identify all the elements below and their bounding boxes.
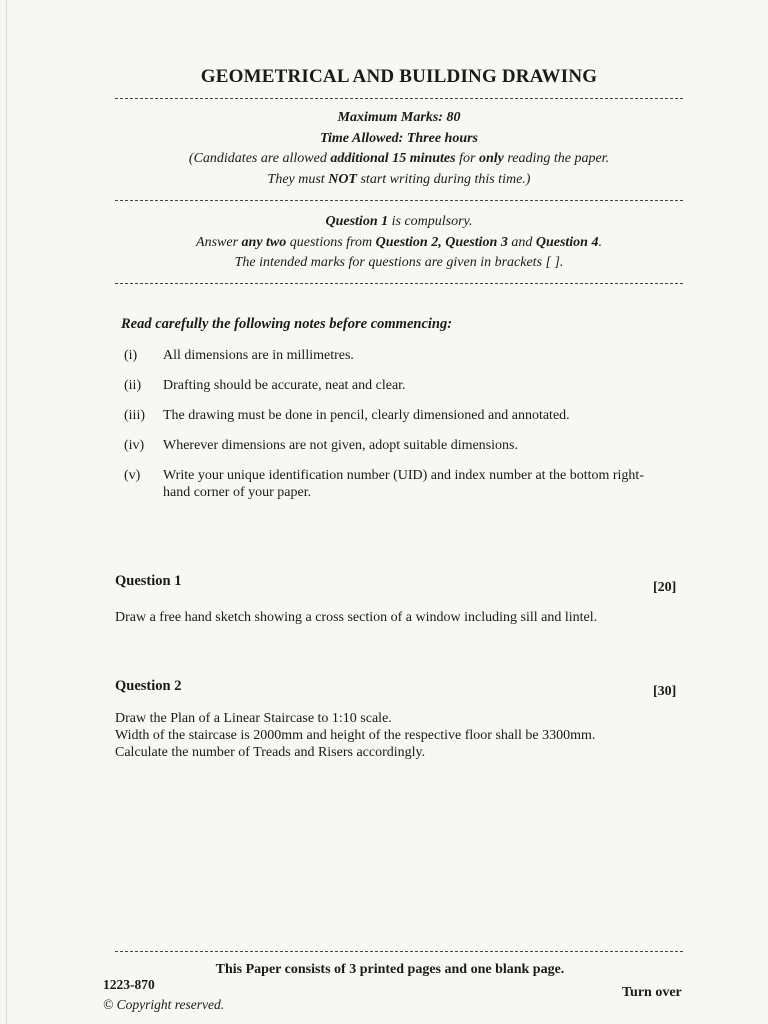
note-item	[124, 407, 644, 424]
question-2-label: Question 2	[115, 678, 182, 694]
compulsory-line	[115, 212, 683, 233]
instr-text: and	[507, 234, 536, 250]
instr-bold: Question 4	[535, 234, 599, 250]
note-item	[124, 467, 644, 501]
note-item	[124, 347, 644, 364]
paper-code: 1223-870	[103, 977, 155, 992]
instr-bold: any two	[241, 234, 287, 250]
page-edge-line	[6, 0, 7, 1024]
note-number: (v)	[124, 468, 141, 483]
question-line: Draw a free hand sketch showing a cross section of a window including sill and lintel.	[115, 610, 598, 625]
note-number: (iii)	[124, 408, 145, 423]
note-text: Wherever dimensions are not given, adopt suitable dimensions.	[163, 438, 518, 453]
notes-list	[124, 347, 644, 514]
note-text-bold: NOT	[328, 171, 357, 187]
note-item	[124, 377, 644, 394]
no-writing-note	[115, 170, 683, 191]
reading-time-note	[115, 149, 683, 170]
note-number: (ii)	[124, 378, 142, 393]
copyright: © Copyright reserved.	[103, 997, 225, 1012]
page-count-note: This Paper consists of 3 printed pages and one blank page.	[215, 962, 565, 977]
reading-text-bold: only	[478, 151, 504, 166]
note-text: Write your unique identification number (UID) and index number at the bottom right-hand corner of your paper.	[163, 468, 644, 500]
note-item	[124, 437, 644, 454]
note-text: All dimensions are in millimetres.	[163, 348, 354, 363]
reading-text: (Candidates are allowed	[188, 151, 331, 166]
note-number: (i)	[124, 348, 138, 363]
question-2-text	[115, 710, 675, 761]
reading-text: for	[455, 151, 479, 166]
note-text: The drawing must be done in pencil, clearly dimensioned and annotated.	[163, 408, 570, 423]
divider	[115, 283, 683, 284]
instr-text: Answer	[196, 234, 242, 250]
question-line: Draw the Plan of a Linear Staircase to 1:10 scale.	[115, 711, 392, 726]
note-number: (iv)	[124, 438, 145, 453]
question-line: Calculate the number of Treads and Risers accordingly.	[115, 745, 426, 760]
question-2-marks: [30]	[653, 684, 677, 699]
paper-title: GEOMETRICAL AND BUILDING DRAWING	[200, 66, 598, 87]
reading-text: reading the paper.	[503, 151, 610, 166]
time-allowed: Time Allowed: Three hours	[319, 130, 479, 146]
note-text: start writing during this time.)	[356, 171, 531, 187]
marks-line: The intended marks for questions are given in brackets [ ].	[234, 255, 564, 270]
footer-divider	[115, 951, 683, 952]
instr-text: .	[598, 234, 602, 250]
instr-bold: Question 2, Question 3	[375, 234, 508, 250]
question-1-marks: [20]	[653, 580, 677, 595]
question-1-label: Question 1	[115, 573, 182, 589]
choice-line	[115, 233, 683, 254]
question-1-text	[115, 609, 675, 626]
instr-text: questions from	[286, 234, 376, 250]
max-marks: Maximum Marks: 80	[337, 110, 461, 125]
note-text: Drafting should be accurate, neat and clear.	[163, 378, 406, 393]
divider	[115, 98, 683, 99]
instr-bold: Question 1	[325, 214, 389, 229]
divider	[115, 200, 683, 201]
instr-text: is compulsory.	[388, 214, 473, 229]
note-text: They must	[267, 171, 329, 187]
notes-heading: Read carefully the following notes before commencing:	[121, 316, 453, 332]
reading-text-bold: additional 15 minutes	[330, 151, 456, 166]
answer-instructions	[115, 212, 683, 274]
question-line: Width of the staircase is 2000mm and height of the respective floor shall be 3300mm.	[115, 728, 596, 743]
exam-header	[115, 108, 683, 190]
turn-over: Turn over	[622, 985, 682, 1000]
